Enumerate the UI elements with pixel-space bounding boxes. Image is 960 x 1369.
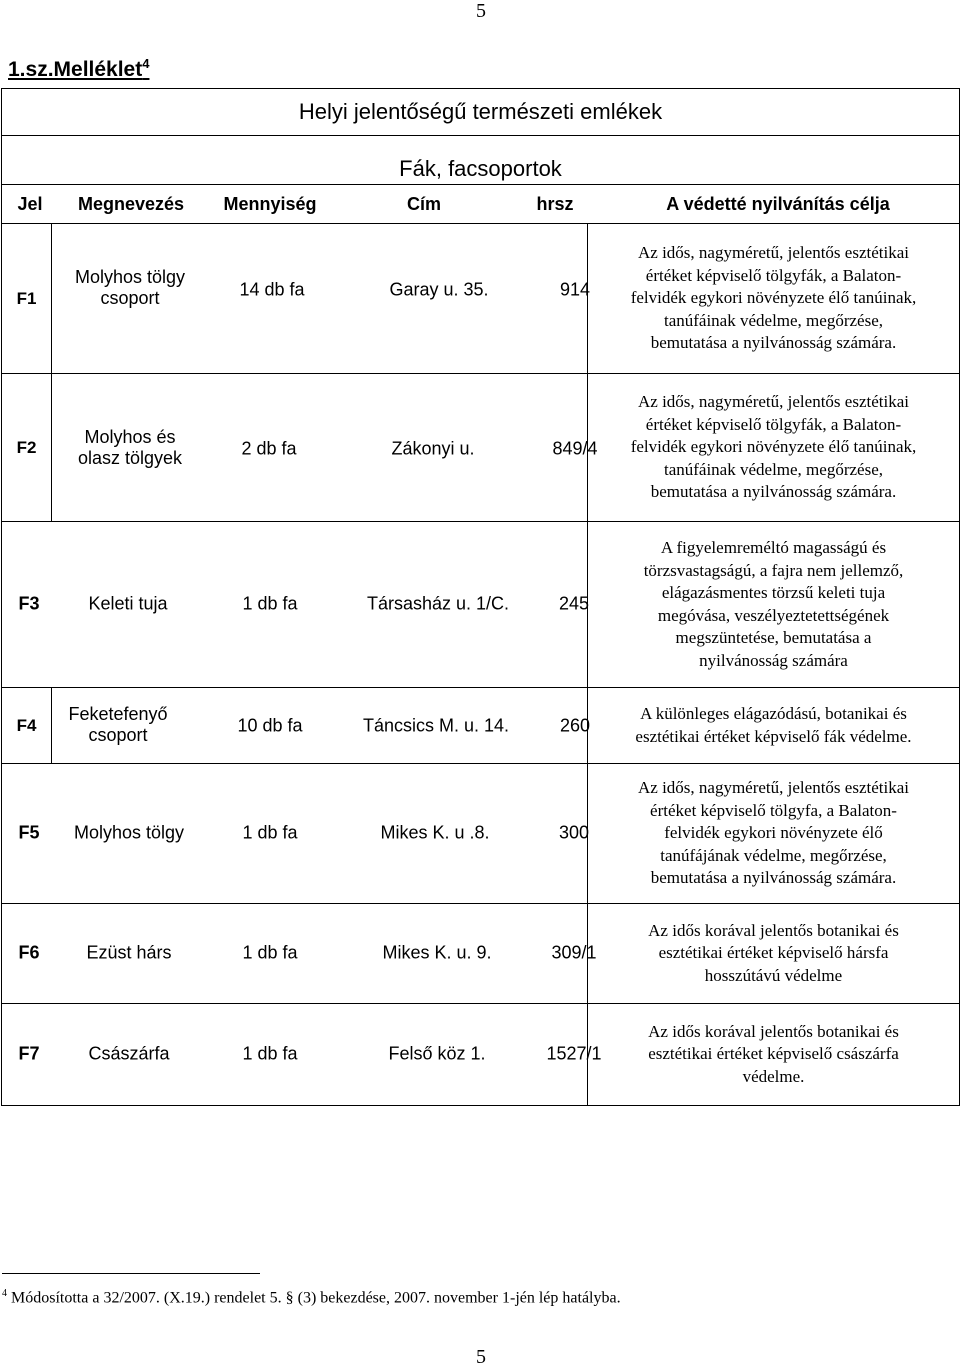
column-header: A védetté nyilvánítás célja [666, 193, 890, 214]
tree-address: Mikes K. u. 9. [382, 942, 492, 963]
table-row [2, 688, 960, 764]
tree-hrsz: 245 [558, 593, 590, 614]
page-number-bottom: 5 [476, 1346, 486, 1368]
page-number-top: 5 [476, 0, 486, 22]
tree-name: Molyhos és olasz tölgyek [77, 427, 183, 468]
row-details [2, 522, 588, 688]
table-row [2, 1004, 960, 1106]
tree-address: Társasház u. 1/C. [366, 593, 510, 614]
row-purpose: Az idős, nagyméretű, jelentős esztétikai értéket képviselő tölgyfák, a Balaton- felvidék egykori növényzete élő tanúinak, tanúfáinak védelme, megőrzése, bemutatása a nyilvánosság számára. [588, 374, 960, 522]
tree-hrsz: 260 [559, 715, 591, 736]
row-purpose: Az idős korával jelentős botanikai és esztétikai értéket képviselő császárfa védelme. [588, 1004, 960, 1106]
tree-quantity: 1 db fa [242, 942, 298, 963]
tree-address: Felső köz 1. [388, 1043, 486, 1064]
tree-hrsz: 300 [558, 822, 590, 843]
footnote-text: Módosította a 32/2007. (X.19.) rendelet 5. § (3) bekezdése, 2007. november 1-jén lép hatályba. [11, 1289, 621, 1307]
column-header: hrsz [536, 193, 574, 214]
table-row [2, 224, 960, 374]
tree-hrsz: 849/4 [552, 438, 598, 459]
row-purpose: Az idős, nagyméretű, jelentős esztétikai értéket képviselő tölgyfák, a Balaton- felvidék egykori növényzete élő tanúinak, tanúfáinak védelme, megőrzése, bemutatása a nyilvánosság számára. [588, 224, 960, 374]
tree-quantity: 1 db fa [242, 593, 298, 614]
row-purpose: Az idős korával jelentős botanikai és esztétikai értéket képviselő hársfa hosszútávú védelme [588, 904, 960, 1004]
annex-heading-footnote-ref: 4 [142, 56, 150, 71]
column-header: Cím [406, 193, 441, 214]
column-header: Jel [17, 193, 43, 214]
tree-hrsz: 914 [559, 279, 591, 300]
tree-address: Táncsics M. u. 14. [362, 715, 510, 736]
table-subtitle: Fák, facsoportok [2, 136, 960, 185]
natural-monuments-table [1, 88, 960, 1106]
tree-name: Keleti tuja [88, 593, 168, 614]
tree-name: Molyhos tölgy csoport [74, 267, 186, 308]
annex-heading [8, 56, 149, 82]
row-id: F7 [18, 1043, 40, 1064]
table-row [2, 764, 960, 904]
row-id: F3 [18, 593, 40, 614]
tree-address: Zákonyi u. [391, 438, 475, 459]
tree-quantity: 2 db fa [241, 438, 297, 459]
tree-name: Ezüst hárs [86, 942, 172, 963]
row-details [52, 688, 591, 764]
annex-heading-text: 1.sz.Melléklet [8, 58, 143, 81]
tree-name: Császárfa [88, 1043, 170, 1064]
tree-quantity: 1 db fa [242, 822, 298, 843]
row-id: F1 [2, 224, 52, 374]
tree-quantity: 10 db fa [237, 715, 303, 736]
row-purpose: A figyelemreméltó magasságú és törzsvastagságú, a fajra nem jellemző, elágazásmentes törzsű keleti tuja megóvása, veszélyeztetettségének megszüntetése, bemutatása a nyilvánosság számára [588, 522, 960, 688]
column-header-row [2, 185, 960, 224]
tree-address: Mikes K. u .8. [380, 822, 490, 843]
row-details [2, 904, 597, 1004]
tree-name: Feketefenyő csoport [68, 704, 168, 745]
table-row [2, 904, 960, 1004]
footnote-number: 4 [2, 1288, 7, 1299]
row-purpose: A különleges elágazódású, botanikai és esztétikai értéket képviselő fák védelme. [588, 688, 960, 764]
row-purpose: Az idős, nagyméretű, jelentős esztétikai értéket képviselő tölgyfa, a Balaton- felvidék egykori növényzete élő tanúfájának védelme, megőrzése, bemutatása a nyilvánosság számára. [588, 764, 960, 904]
row-details [2, 1004, 602, 1106]
row-details [52, 224, 591, 374]
tree-quantity: 14 db fa [239, 279, 305, 300]
tree-hrsz: 309/1 [551, 942, 597, 963]
footnote-divider [2, 1273, 260, 1274]
row-id: F4 [2, 688, 52, 764]
tree-address: Garay u. 35. [389, 279, 489, 300]
row-id: F6 [18, 942, 40, 963]
row-id: F2 [2, 374, 52, 522]
column-header: Mennyiség [223, 193, 317, 214]
row-id: F5 [18, 822, 40, 843]
row-details [52, 374, 598, 522]
tree-hrsz: 1527/1 [546, 1043, 602, 1064]
footnote [2, 1288, 621, 1307]
tree-quantity: 1 db fa [242, 1043, 298, 1064]
table-row [2, 522, 960, 688]
table-title: Helyi jelentőségű természeti emlékek [2, 89, 960, 136]
table-row [2, 374, 960, 522]
column-header: Megnevezés [77, 193, 185, 214]
row-details [2, 764, 588, 904]
tree-name: Molyhos tölgy [73, 822, 185, 843]
